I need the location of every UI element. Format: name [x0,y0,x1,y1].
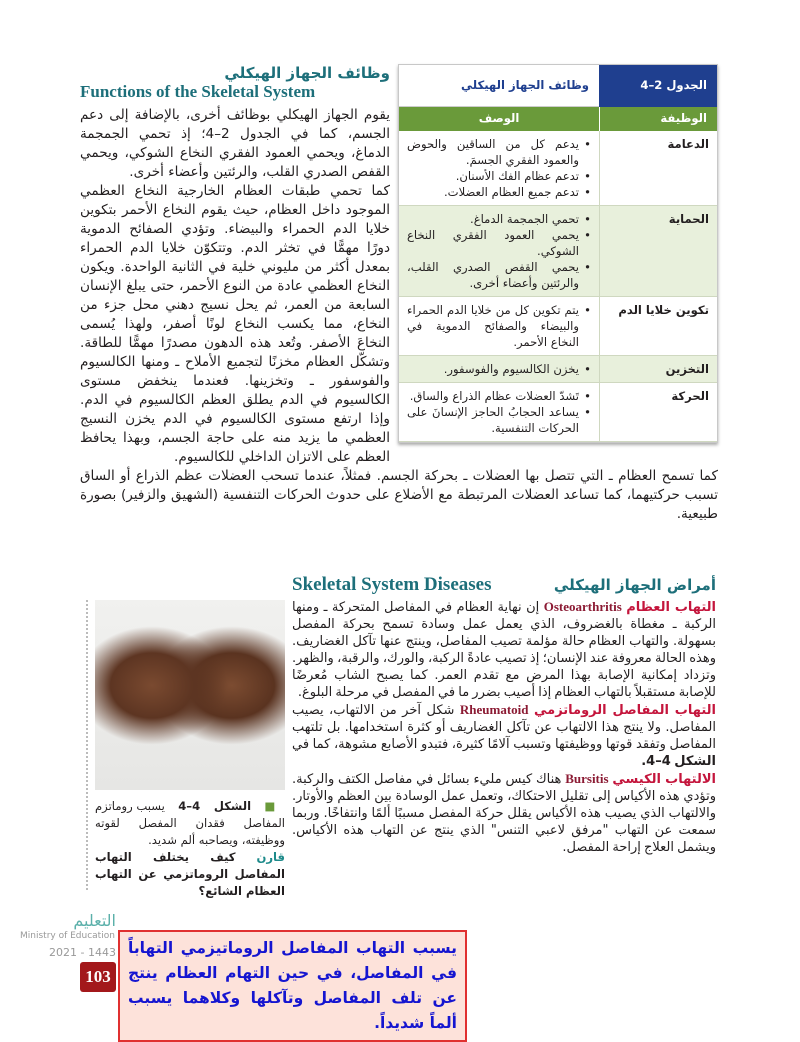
rheumatoid-paragraph [292,701,716,770]
description-item: • يتم تكوين كل من خلايا الدم الحمراء والبيضاء والصفائح الدموية في النخاع الأحمر. [407,302,591,350]
diseases-title-en: Skeletal System Diseases [292,574,492,595]
description-item: • تحمي الجمجمة الدماغ. [407,211,591,227]
answer-note: يسبب التهاب المفاصل الروماتيزمي التهاباً في المفاصل، في حين التهام العظام ينتج عن تلف المفاصل وتآكلها وكلاهما يسبب ألماً شديداً. [118,930,467,1042]
osteo-text: إن نهاية العظام في المفاصل المتحركة ـ ومنها الركبة ـ مغطاة بالغضروف، الذي يعمل عمل وسادة تسمح بحركة المفصل بسهولة. والتهاب العظام حالة مؤلمة تصيب المفاصل، وينتج عنها تآكل الغضاريف. وهذه الحالة معروفة عند الإنسان؛ إذ تصيب عادةً الركبة، والورك، والرقبة، والظهر. وتزداد إمكانية الإصابة بهذا المرض مع تقدم العمر. كما يصبح الشاب مُعرضًا للإصابة مستقبلاً بالتهاب العظام إذا أصيب بضرر ما في المفصل في مرحلة البلوغ. [292,600,716,700]
description-item: • يخزن الكالسيوم والفوسفور. [407,361,591,377]
description-item: • يدعم كل من الساقين والحوض والعمود الفقري الجسمَ. [407,136,591,168]
bursitis-paragraph [292,770,716,856]
column-divider [86,600,88,890]
table-row [399,131,717,206]
ministry-logo [20,912,116,942]
table-row [399,297,717,356]
rheum-text: شكل آخر من الالتهاب، يصيب المفاصل. ولا ينتج هذا الالتهاب عن تآكل الغضاريف أو كثرة استخدامها. بل تلتهب المفاصل وتفقد قوتها ووظيفتها وتسبب آلامًا كثيرة، فتبدو الأصابع مشوهة، كما في [292,703,716,752]
table-title: وظائف الجهاز الهيكلي [399,65,599,107]
description-cell [399,297,599,355]
functions-title-ar: وظائف الجهاز الهيكلي [224,64,390,82]
table-row [399,383,717,442]
description-item: • يحمي القفص الصدري القلب، والرئتين وأعضاء أخرى. [407,259,591,291]
functions-para-1: يقوم الجهاز الهيكلي بوظائف أخرى، بالإضافة إلى دعم الجسم، كما في الجدول 2–4؛ إذ تحمي الجمجمة الدماغ، ويحمي العمود الفقري النخاع الشوكي، ويحمي القفص الصدري القلب، والرئتين وأعضاء أخرى. [80,107,390,180]
description-cell [399,206,599,296]
logo-ar: التعليم [73,911,116,930]
table-row [399,206,717,297]
description-item: • تدعم عظام الفك الأسنان. [407,168,591,184]
rheumatoid-hands-photo [95,600,285,790]
diseases-title-ar: أمراض الجهاز الهيكلي [553,576,716,594]
description-item: • تَشدّ العضلات عظام الذراع والساق. [407,388,591,404]
logo-en: Ministry of Education [20,931,115,941]
table-row [399,356,717,383]
skeletal-functions-table [398,64,718,443]
question-label: قارن [256,850,285,864]
osteo-term-en: Osteoarthritis [543,599,622,614]
description-item: • تدعم جميع العظام العضلات. [407,184,591,200]
description-cell [399,356,599,382]
table-body [399,131,717,442]
function-cell: تكوين خلايا الدم [599,297,717,355]
figure-question: كيف يختلف التهاب المفاصل الروماتزمي عن التهاب العظام الشائع؟ [95,850,285,898]
osteoarthritis-paragraph [292,598,716,701]
function-cell: الحركة [599,383,717,441]
functions-section [80,64,718,524]
bursitis-term: الالتهاب الكيسي [612,772,717,787]
description-item: • يحمي العمود الفقري النخاع الشوكي. [407,227,591,259]
functions-para-3: كما تسمح العظام ـ التي تتصل بها العضلات ـ بحركة الجسم. فمثلاً، عندما تسحب العضلات عظم الذراع أو الساق تسبب حركتيهما، كما تساعد العضلات المرتبطة مع الأضلاع على حدوث الحركات التنفسية (الشهيق والزفير) بصورة طبيعية. [80,468,718,522]
functions-para-2: كما تحمي طبقات العظام الخارجية النخاع العظمي الموجود داخل العظام، حيث يقوم النخاع الأحمر بتكوين خلايا الدم الحمراء والبيضاء. وتؤدي الصفائح الدموية دورًا مهمًّا في تخثر الدم. وتتكوّن خلايا الدم الحمراء بمعدل أكثر من مليوني خلية في الثانية الواحدة. ويكون النخاع العظمي عادة من النوع الأحمر، حتى يبلغ الإنسان السابعة من العمر، ثم يحل نسيج دهني محل جزء من النخاع، مما يكسب النخاع لونًا أصفر، ولهذا يُسمى النخاعَ الأصفر. وتُعد هذه الدهون مصدرًا مهمًّا للطاقة. وتشكّل العظام مخزنًا لتجميع الأملاح ـ ومنها الكالسيوم والفوسفور ـ وتخزينها. فعندما ينخفض مستوى الكالسيوم في الدم يطلق العظم الكالسيوم في الدم. وإذا ارتفع مستوى الكالسيوم في الدم يخزن النسيج العظمي ما يزيد منه على حاجة الجسم، وبهذا يحافظ العظم على الاتزان الداخلي للكالسيوم. [80,183,390,465]
function-cell: الدعامة [599,131,717,205]
figure-caption [95,798,285,900]
figure-reference: الشكل 4–4. [641,754,716,769]
description-cell [399,131,599,205]
function-cell: التخزين [599,356,717,382]
description-item: • يساعد الحجابُ الحاجز الإنسانَ على الحركات التنفسية. [407,404,591,436]
rheum-term-en: Rheumatoid [459,702,529,717]
bursitis-term-en: Bursitis [565,771,609,786]
osteo-term: التهاب العظام [626,600,716,615]
figure-caption-text: يسبب روماتزم المفاصل فقدان المفصل لقوته ووظيفته، ويصاحبه ألم شديد. [95,799,285,847]
page-number: 103 [80,962,116,992]
square-bullet-icon: ■ [264,799,285,813]
col-function-header: الوظيفة [599,107,717,131]
function-cell: الحماية [599,206,717,296]
year: 2021 - 1443 [49,946,116,959]
bursitis-text: هناك كيس مليء بسائل في مفاصل الكتف والركبة. وتؤدي هذه الأكياس إلى تقليل الاحتكاك، وتعمل عمل الوسادة بين العظم والأوتار. والالتهاب الذي يصيب هذه الأكياس يقلل حركة المفصل مسببًا ألمًا وانتفاخًا. وربما سمعت عن التهاب "مرفق لاعبي التنس" الذي ينتج عن التهاب هذه الأكياس. ويشمل العلاج إراحة المفصل. [292,772,716,855]
functions-title-en: Functions of the Skeletal System [80,82,316,101]
col-description-header: الوصف [478,111,520,125]
table-label: الجدول 2–4 [599,65,717,107]
figure-label: الشكل 4–4 [178,799,252,813]
rheum-term: التهاب المفاصل الروماتزمي [534,703,716,718]
description-cell [399,383,599,441]
diseases-section [292,574,716,856]
